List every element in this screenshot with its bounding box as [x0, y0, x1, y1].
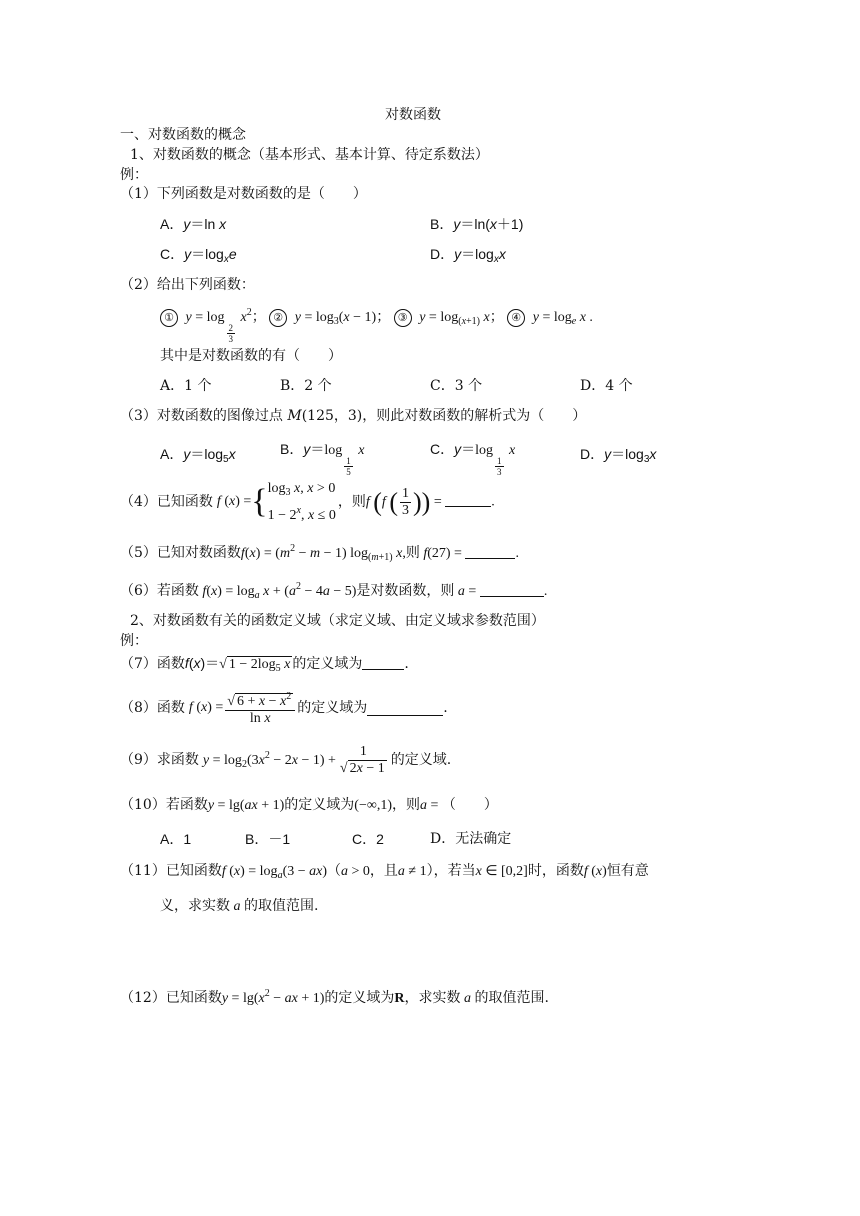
q1-option-a: A．y＝ln x — [160, 216, 227, 232]
q3-option-c: C．y＝log $\frac{1}{3}$ x — [430, 441, 516, 477]
q2-option-c: C．3 个 — [430, 378, 483, 394]
question-12: （12）已知函数$y = \lg(x^2$ − ax + 1)的定义域为R，求实数 a 的取值范围. — [120, 988, 549, 1006]
question-4: （4）已知函数 f (x) = { $\log_3 x$, x > 0 $1 - 2^x$, x ≤ 0 ，则 f (f ( $\frac{1}{3}$ )) = . — [120, 480, 495, 523]
q1-option-b: B．y＝ln(x＋1) — [430, 216, 524, 232]
question-8: （8）函数 f (x) = $\frac{√ 6 + x - x^2}{\text{ln x}}$ 的定义域为 . — [120, 691, 448, 726]
circled-3-icon: ③ — [394, 309, 412, 327]
q1-option-c: C．$y=\log_xe$ — [160, 246, 237, 265]
q10-option-b: B．－1 — [245, 831, 291, 847]
question-5: （5）已知对数函数$f(x) = (m^2 - m - 1)$ $\log_{(m+1)} x$,则 f(27) = . — [120, 543, 519, 563]
circled-2-icon: ② — [269, 309, 287, 327]
question-10: （10）若函数y = lg(ax + 1)的定义域为(−∞,1)，则a = （ ） — [120, 797, 498, 813]
q10-option-c: C．2 — [352, 831, 384, 847]
question-11-line-1: （11）已知函数f $(x) = \log_a(3 - ax)(a > 0$，且a ≠ 1），若当x ∈ [0,2]时，函数f (x)恒有意 — [120, 863, 649, 881]
question-11-line-2: 义，求实数 a 的取值范围. — [160, 898, 319, 914]
section-heading-1: 一、对数函数的概念 — [120, 127, 246, 143]
q2-function-list: ① y = log $\frac{2}{3}$ $x^2$； ② $y = \log_3(x - 1)$； ③ $y = \log_{(x+1)} x$； ④ $y = \log_e x$ . — [160, 304, 593, 344]
question-2-stem: （2）给出下列函数： — [120, 277, 255, 293]
example-label-2: 例： — [120, 633, 148, 649]
subsection-heading-1: 1、对数函数的概念（基本形式、基本计算、待定系数法） — [130, 147, 489, 163]
circled-1-icon: ① — [160, 309, 178, 327]
subsection-heading-2: 2、对数函数有关的函数定义域（求定义域、由定义域求参数范围） — [130, 613, 545, 629]
question-6: （6）若函数 $f(x) = \log_a x + (a^2 - 4a - 5)$是对数函数，则 a = . — [120, 581, 548, 601]
q2-option-d: D．4 个 — [580, 378, 633, 394]
q2-option-b: B．2 个 — [280, 378, 332, 394]
q10-option-a: A．1 — [160, 831, 192, 847]
q1-option-d: D．$y=\log_xx$ — [430, 246, 506, 265]
q10-option-d: D．无法确定 — [430, 831, 512, 847]
question-3-stem: （3）对数函数的图像过点 M(125，3)，则此对数函数的解析式为（ ） — [120, 408, 587, 424]
circled-4-icon: ④ — [507, 309, 525, 327]
q3-option-b: B．y＝log $\frac{1}{5}$ x — [280, 441, 365, 477]
question-9: （9）求函数 $y = \log_2(3x^2 - 2x - 1)$ + $\frac{1}{√ 2x - 1}$ 的定义域. — [120, 743, 452, 776]
page-title: 对数函数 — [385, 107, 441, 123]
q2-option-a: A．1 个 — [160, 378, 212, 394]
question-7: （7）函数f(x)＝√ $1 - 2\log_5$ x 的定义域为 . — [120, 655, 409, 674]
example-label-1: 例： — [120, 167, 148, 183]
q3-option-a: A．$y=\log_5x$ — [160, 446, 236, 465]
q3-option-d: D．$y=\log_3x$ — [580, 446, 657, 465]
question-1-stem: （1）下列函数是对数函数的是（ ） — [120, 186, 367, 202]
q2-question: 其中是对数函数的有（ ） — [160, 348, 342, 364]
